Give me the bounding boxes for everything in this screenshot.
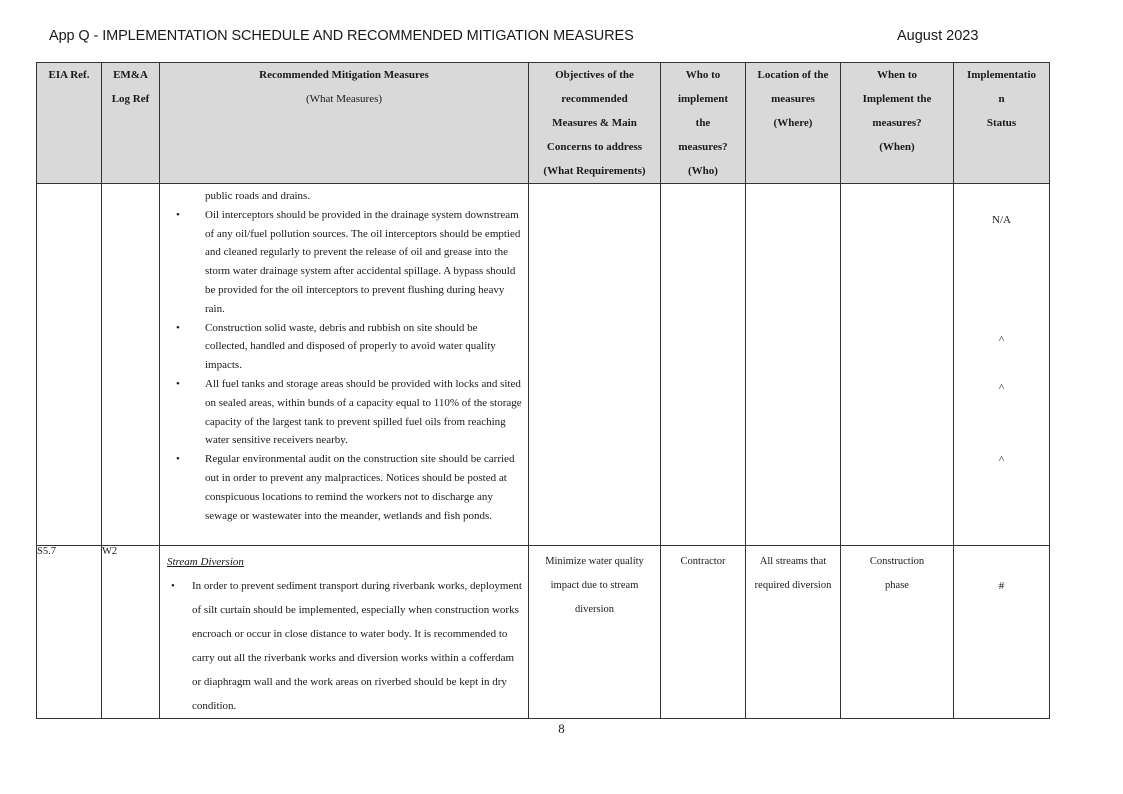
eia-ref-cell: S5.7 (37, 546, 102, 719)
status-value: ^ (998, 334, 1005, 346)
continued-text: public roads and drains. (205, 190, 311, 202)
mitigation-cell (160, 546, 529, 719)
status-value: ^ (998, 454, 1005, 466)
status-cell (954, 184, 1050, 546)
list-item: • All fuel tanks and storage areas should be provided with locks and sited on sealed areas, within bunds of a capacity equal to 110% of the storage capacity of the largest tank to prevent spilled fuel oils from reaching water sensitive receivers nearby. (176, 375, 522, 450)
table-row (37, 184, 1050, 546)
list-item: • Oil interceptors should be provided in the drainage system downstream of any oil/fuel pollution sources. The oil interceptors should be emptied and cleaned regularly to prevent the release of oil and grease into the storm water drainage system after accidental spillage. A bypass should be provided for the oil interceptors to prevent flushing during heavy rain. (176, 206, 522, 319)
table-row (37, 546, 1050, 719)
list-item: • In order to prevent sediment transport during riverbank works, deployment of silt curtain should be implemented, especially when construction works encroach or occur in close distance to water body. It is recommended to carry out all the riverbank works and diversion works within a cofferdam or diaphragm wall and the work areas on riverbed should be kept in dry condition. (167, 574, 522, 718)
status-value: ^ (998, 382, 1005, 394)
table-header-row (37, 63, 1050, 184)
log-ref-cell (102, 184, 160, 546)
status-value: N/A (992, 214, 1011, 226)
list-item: • Regular environmental audit on the construction site should be carried out in order to prevent any malpractices. Notices should be posted at conspicuous locations to remind the workers not to discharge any sewage or wastewater into the meander, wetlands and fish ponds. (176, 450, 522, 525)
col-header-eia-ref: EIA Ref. (37, 63, 102, 184)
col-header-objectives: Objectives of the recommended Measures & Main Concerns to address (What Requirements) (529, 63, 661, 184)
document-title: App Q - IMPLEMENTATION SCHEDULE AND RECOMMENDED MITIGATION MEASURES (49, 28, 634, 44)
mitigation-cell (160, 184, 529, 546)
when-cell (841, 184, 954, 546)
objectives-cell (529, 184, 661, 546)
who-cell: Contractor (661, 546, 746, 719)
log-ref-cell: W2 (102, 546, 160, 719)
col-header-status: Implementatio n Status (954, 63, 1050, 184)
who-cell (661, 184, 746, 546)
bullet-icon: • (176, 377, 180, 390)
implementation-schedule-table (36, 62, 1050, 719)
status-cell: # (954, 546, 1050, 719)
col-header-when: When to Implement the measures? (When) (841, 63, 954, 184)
col-header-location: Location of the measures (Where) (746, 63, 841, 184)
col-header-ema-log-ref: EM&A Log Ref (102, 63, 160, 184)
eia-ref-cell (37, 184, 102, 546)
bullet-icon: • (176, 208, 180, 221)
location-cell: All streams that required diversion (746, 546, 841, 719)
document-date: August 2023 (897, 28, 979, 44)
location-cell (746, 184, 841, 546)
page-number: 8 (558, 721, 565, 736)
bullet-icon: • (176, 453, 180, 466)
col-header-who: Who to implement the measures? (Who) (661, 63, 746, 184)
list-item: • Construction solid waste, debris and rubbish on site should be collected, handled and disposed of properly to avoid water quality impacts. (176, 319, 522, 375)
objectives-cell: Minimize water quality impact due to stream diversion (529, 546, 661, 719)
when-cell: Construction phase (841, 546, 954, 719)
measure-heading: Stream Diversion (167, 556, 244, 568)
col-header-mitigation-measures: Recommended Mitigation Measures (What Measures) (160, 63, 529, 184)
bullet-icon: • (176, 321, 180, 334)
bullet-icon: • (171, 580, 175, 592)
